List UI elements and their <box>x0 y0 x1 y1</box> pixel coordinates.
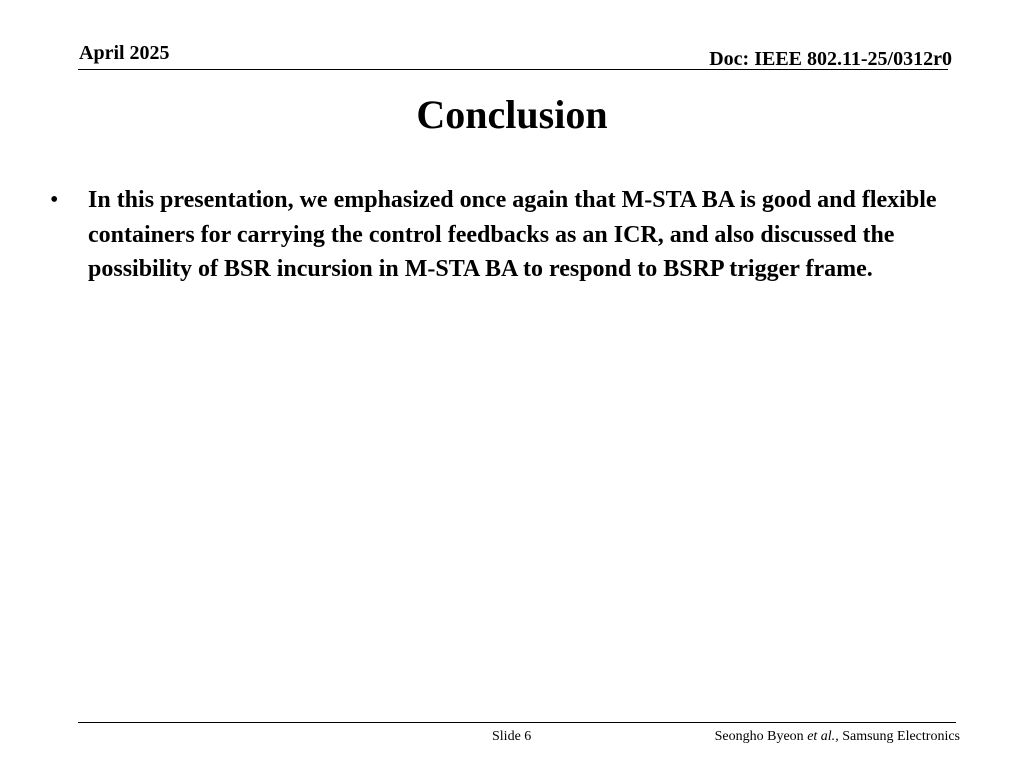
header-document-id: Doc: IEEE 802.11-25/0312r0 <box>709 48 952 70</box>
conclusion-bullet-list <box>48 183 978 287</box>
bullet-icon: • <box>50 187 59 213</box>
header-divider <box>78 69 948 70</box>
bullet-item <box>48 183 978 287</box>
author-etal: et al. <box>807 729 836 744</box>
footer-author <box>715 728 960 746</box>
header-date: April 2025 <box>79 42 170 64</box>
author-affiliation: , Samsung Electronics <box>835 729 960 744</box>
bullet-text: In this presentation, we emphasized once again that M-STA BA is good and flexible containers for carrying the control feedbacks as an ICR, and also discussed the possibility of BSR incursion in M-STA BA to respond to BSRP trigger frame. <box>88 187 937 282</box>
footer-divider <box>78 722 956 723</box>
slide-number: Slide 6 <box>492 729 532 744</box>
slide-title: Conclusion <box>416 92 608 137</box>
author-name: Seongho Byeon <box>714 729 804 744</box>
